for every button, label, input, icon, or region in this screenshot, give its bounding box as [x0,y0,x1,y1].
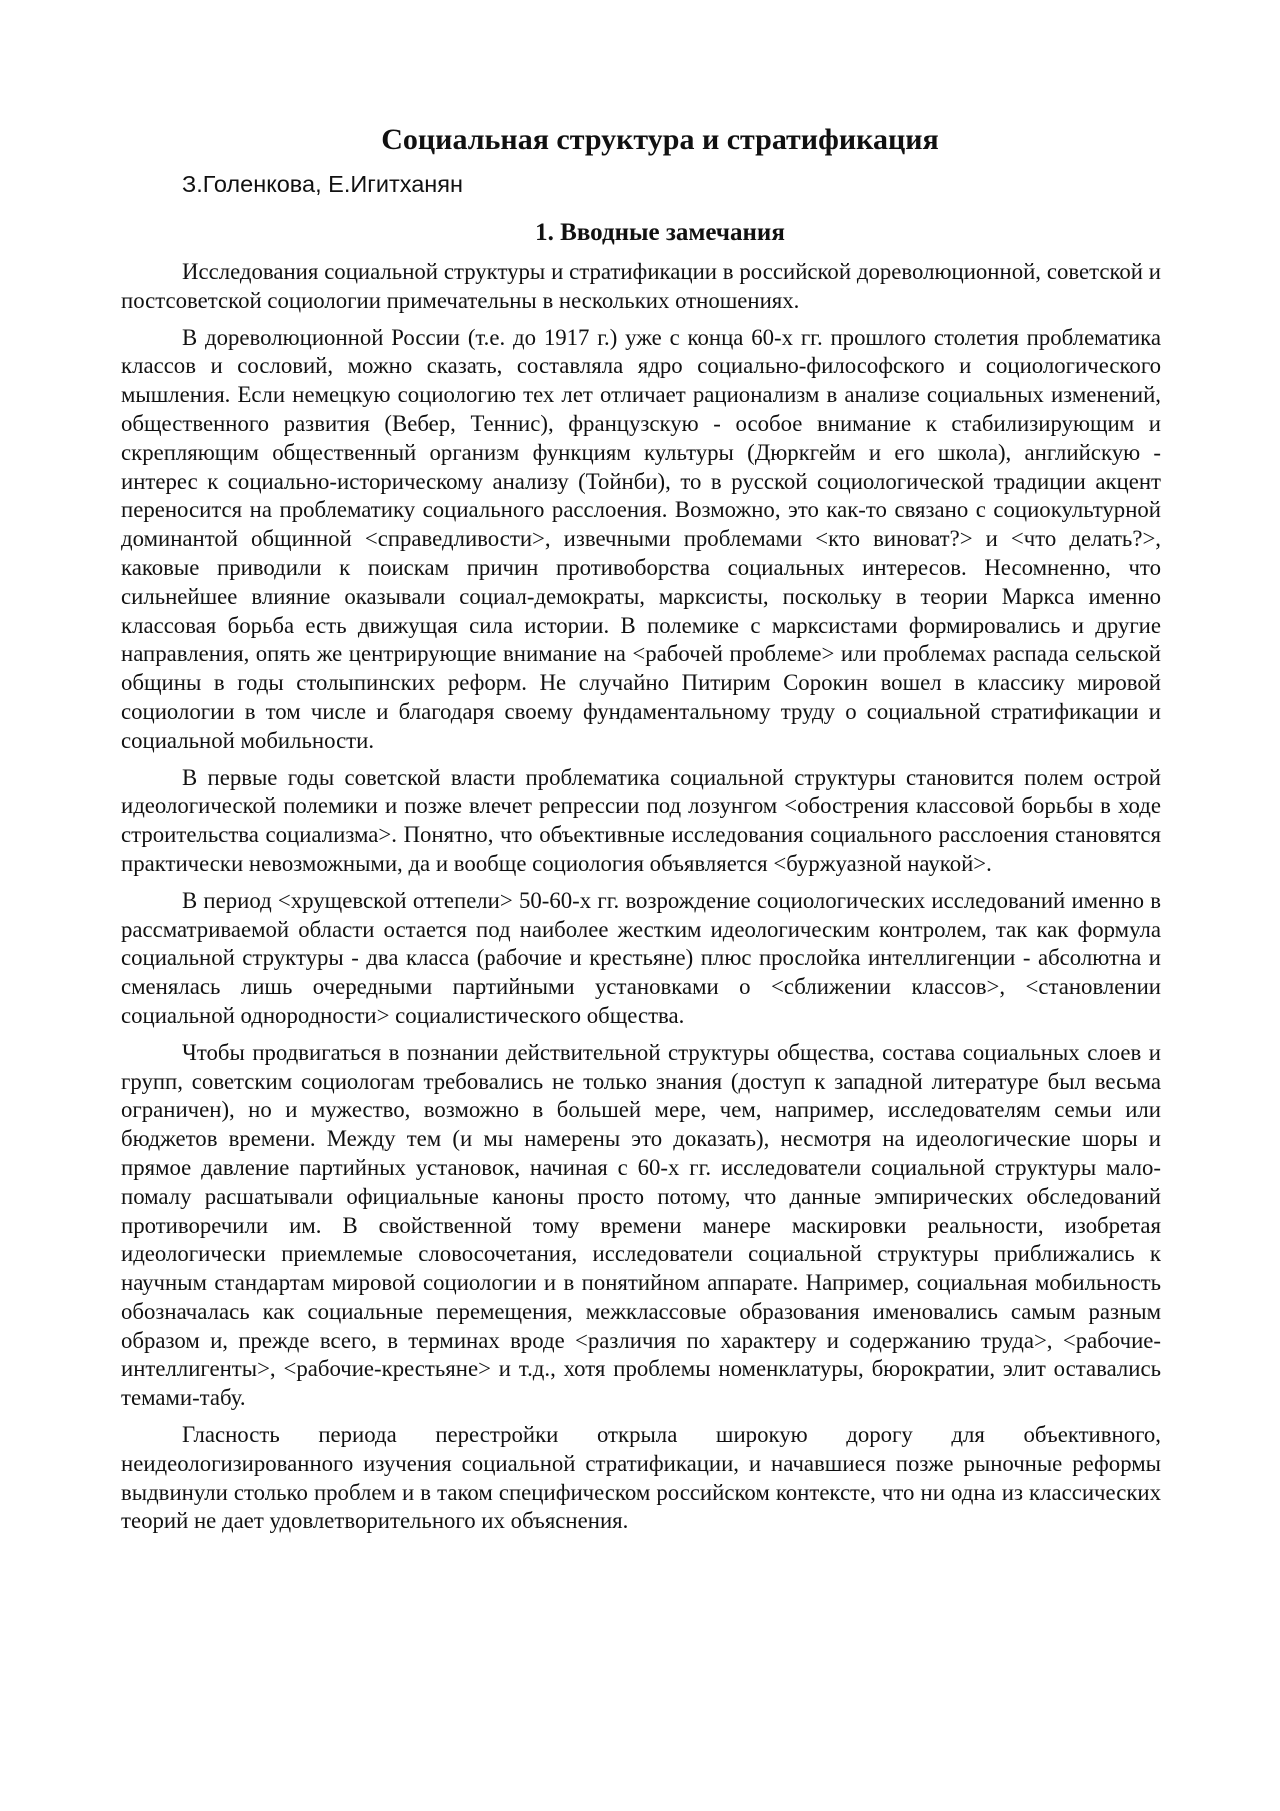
paragraph: В первые годы советской власти проблематика социальной структуры становится полем острой идеологической полемики и позже влечет репрессии под лозунгом <обострения классовой борьбы в ходе строительства социализма>. Понятно, что объективные исследования социального расслоения становятся практически невозможными, да и вообще социология объявляется <буржуазной наукой>. [121,764,1161,876]
document-authors: З.Голенкова, Е.Игитханян [182,171,463,197]
document-title: Социальная структура и стратификация [381,123,939,156]
paragraph: В период <хрущевской оттепели> 50-60-х гг. возрождение социологических исследований именно в рассматриваемой области остается под наиболее жестким идеологическим контролем, так как формула социальной структуры - два класса (рабочие и крестьяне) плюс прослойка интеллигенции - абсолютна и сменялась лишь очередными партийными установками о <сближении классов>, <становлении социальной однородности> социалистического общества. [121,887,1161,1028]
paragraph: В дореволюционной России (т.е. до 1917 г.) уже с конца 60-х гг. прошлого столетия проблематика классов и сословий, можно сказать, составляла ядро социально-философского и социологического мышления. Если немецкую социологию тех лет отличает рационализм в анализе социальных изменений, общественного развития (Вебер, Теннис), французскую - особое внимание к стабилизирующим и скрепляющим общественный организм функциям культуры (Дюркгейм и его школа), английскую - интерес к социально-историческому анализу (Тойнби), то в русской социологической традиции акцент переносится на проблематику социального расслоения. Возможно, это как-то связано с социокультурной доминантой общинной <справедливости>, извечными проблемами <кто виноват?> и <что делать?>, каковые приводили к поискам причин противоборства социальных интересов. Несомненно, что сильнейшее влияние оказывали социал-демократы, марксисты, поскольку в теории Маркса именно классовая борьба есть движущая сила истории. В полемике с марксистами формировались и другие направления, опять же центрирующие внимание на <рабочей проблеме> или проблемах распада сельской общины в годы столыпинских реформ. Не случайно Питирим Сорокин вошел в классику мировой социологии в том числе и благодаря своему фундаментальному труду о социальной стратификации и социальной мобильности. [121,324,1161,753]
body-text [121,258,1161,1536]
paragraph: Чтобы продвигаться в познании действительной структуры общества, состава социальных слоев и групп, советским социологам требовались не только знания (доступ к западной литературе был весьма ограничен), но и мужество, возможно в большей мере, чем, например, исследователям семьи или бюджетов времени. Между тем (и мы намерены это доказать), несмотря на идеологические шоры и прямое давление партийных установок, начиная с 60-х гг. исследователи социальной структуры мало-помалу расшатывали официальные каноны просто потому, что данные эмпирических обследований противоречили им. В свойственной тому времени манере маскировки реальности, изобретая идеологически приемлемые словосочетания, исследователи социальной структуры приближались к научным стандартам мировой социологии и в понятийном аппарате. Например, социальная мобильность обозначалась как социальные перемещения, межклассовые образования именовались самым разным образом и, прежде всего, в терминах вроде <различия по характеру и содержанию труда>, <рабочие-интеллигенты>, <рабочие-крестьяне> и т.д., хотя проблемы номенклатуры, бюрократии, элит оставались темами-табу. [121,1039,1161,1411]
paragraph: Гласность периода перестройки открыла широкую дорогу для объективного, неидеологизированного изучения социальной стратификации, и начавшиеся позже рыночные реформы выдвинули столько проблем и в таком специфическом российском контексте, что ни одна из классических теорий не дает удовлетворительного их объяснения. [121,1422,1161,1534]
paragraph: Исследования социальной структуры и стратификации в российской дореволюционной, советской и постсоветской социологии примечательны в нескольких отношениях. [121,259,1161,313]
section-heading: 1. Вводные замечания [535,219,785,246]
